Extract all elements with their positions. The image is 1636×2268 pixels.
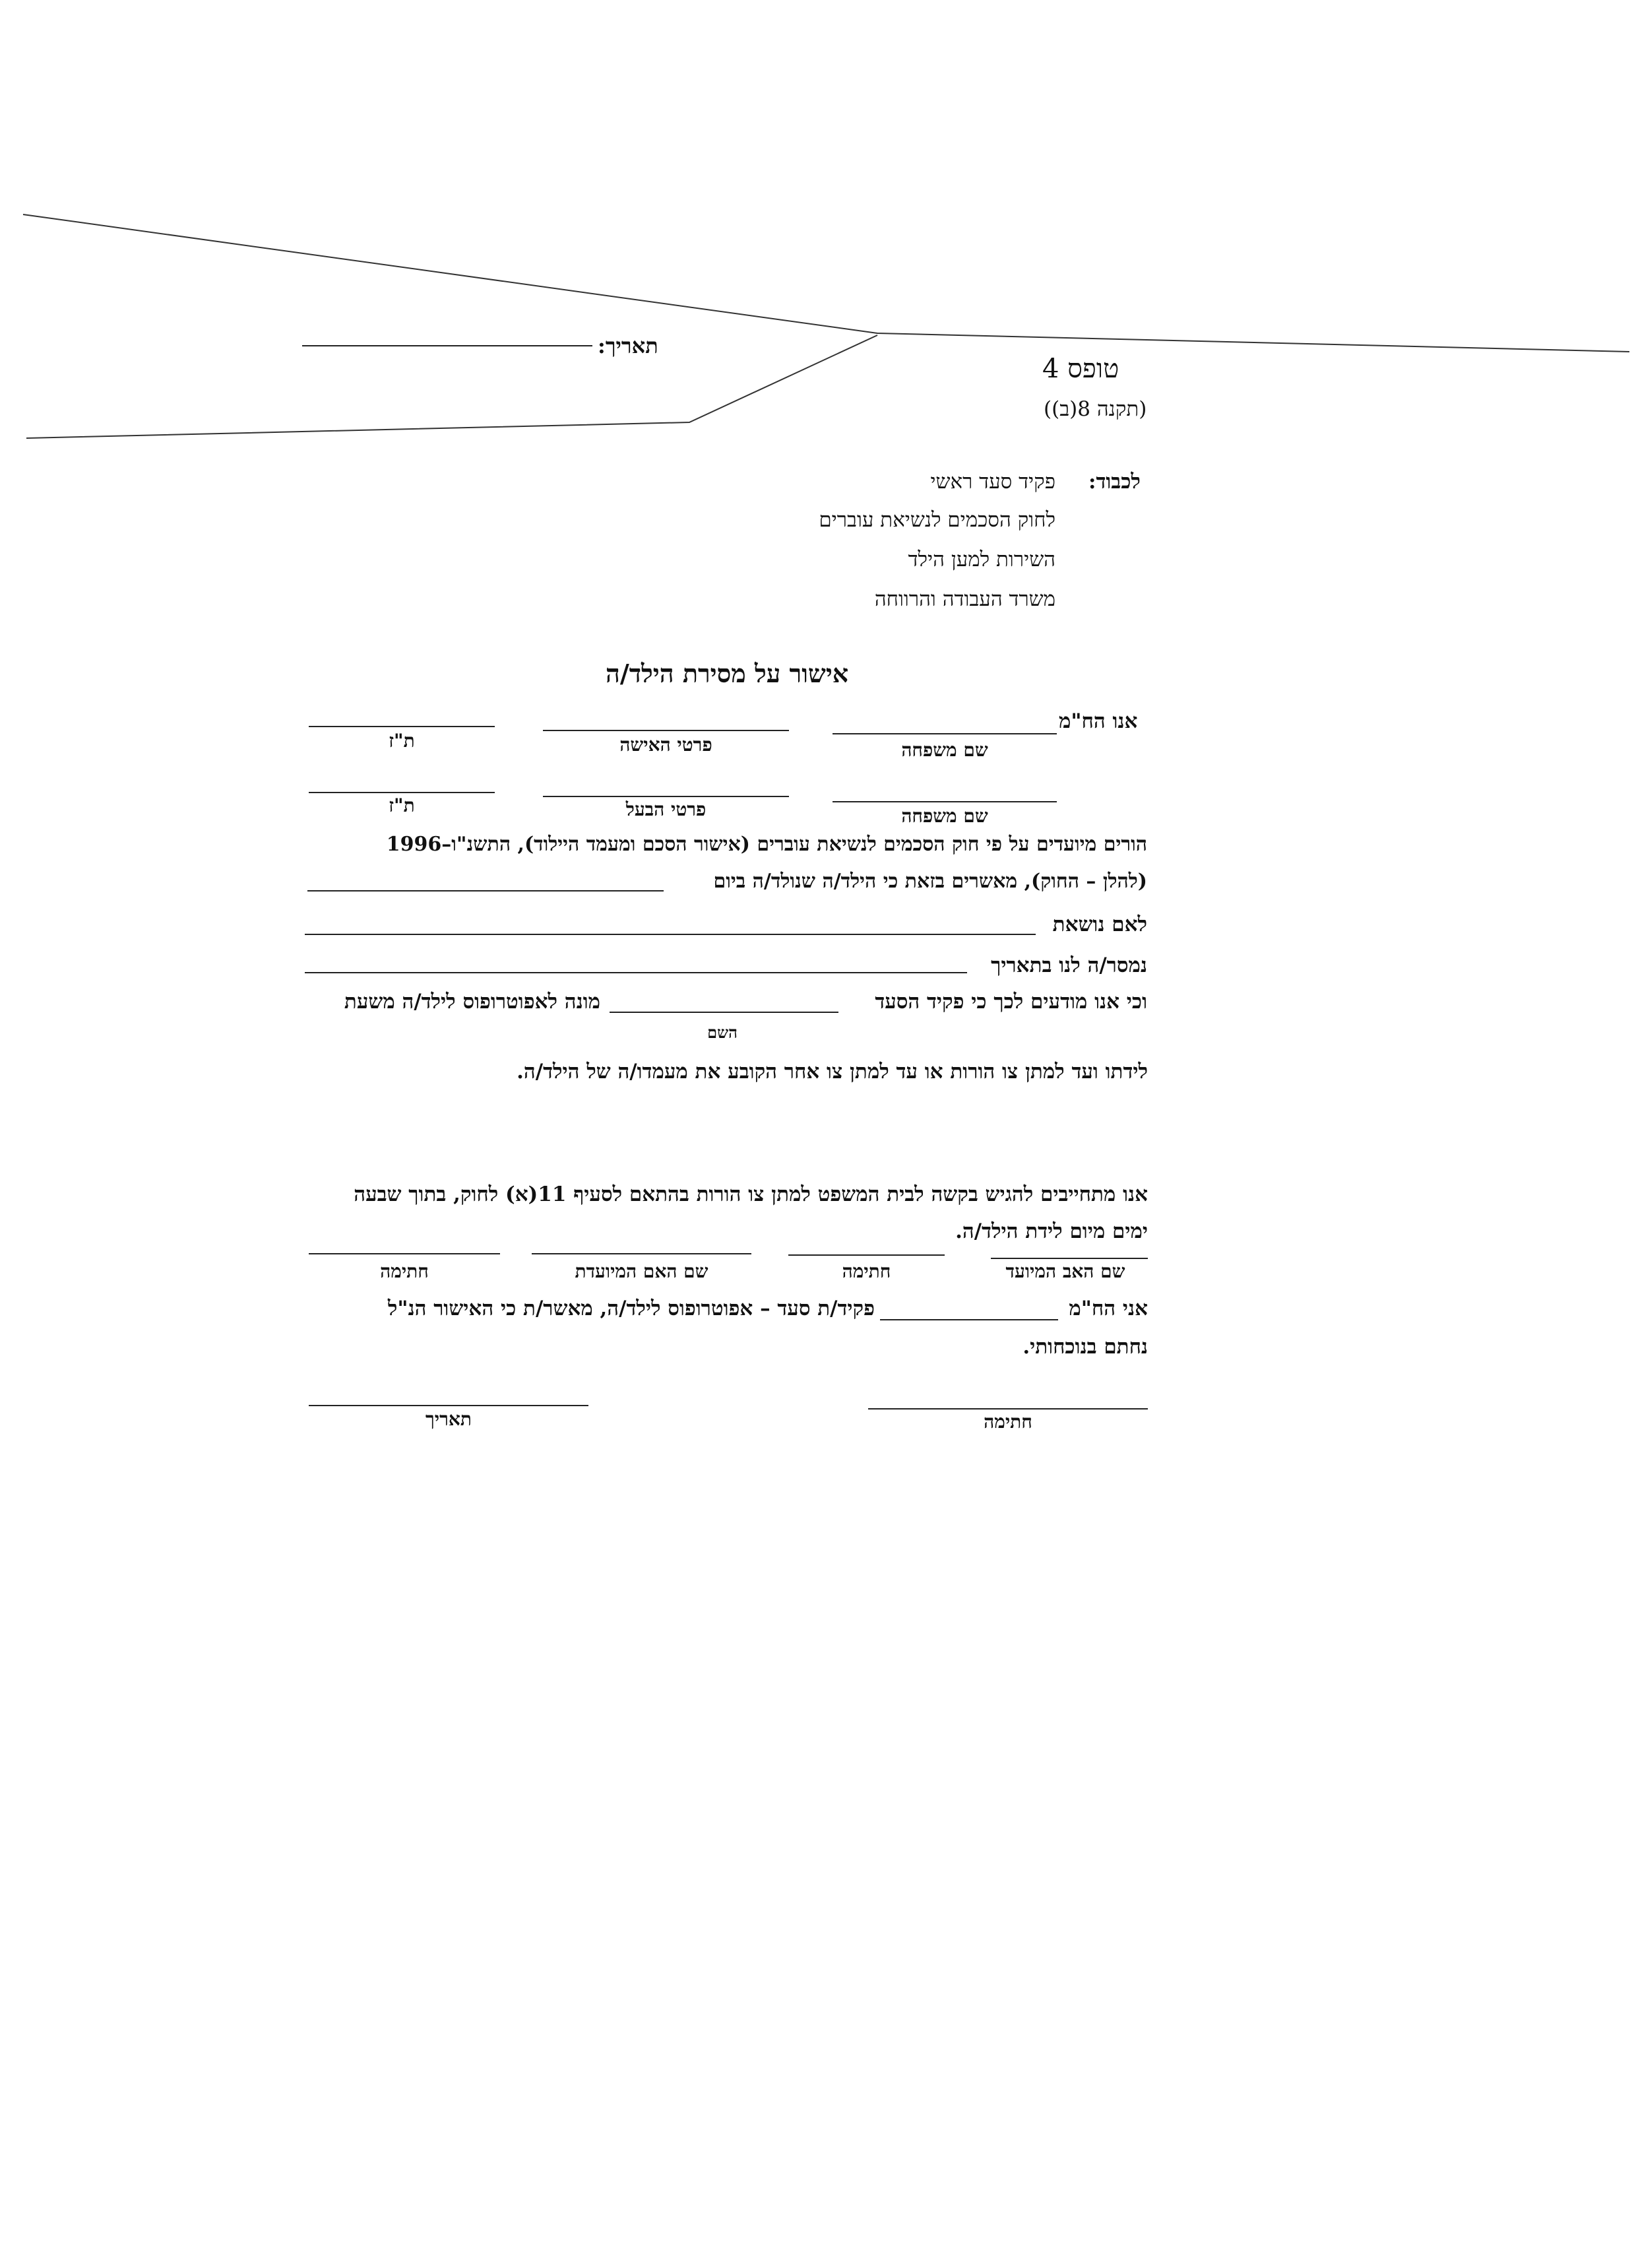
document-title: אישור על מסירת הילד/ה [606, 659, 849, 688]
recipient-line-4: משרד העבודה והרווחה [874, 587, 1055, 611]
recipient-line-2: לחוק הסכמים לנשיאת עוברים [819, 508, 1055, 532]
welfare-officer-name-line[interactable] [610, 1012, 838, 1013]
body-line-5a: וכי אנו מודעים לכך כי פקיד הסעד [875, 990, 1147, 1014]
husband-first-name-line[interactable] [543, 796, 789, 797]
husband-family-name-line[interactable] [833, 801, 1057, 802]
officer-date-label: תאריך [425, 1408, 472, 1430]
husband-id-line[interactable] [309, 792, 495, 793]
body-line-3: לאם נושאת [1052, 913, 1147, 936]
commitment-line-1: אנו מתחייבים להגיש בקשה לבית המשפט למתן צו הורות בהתאם לסעיף 11(א) לחוק, בתוך שבעה [354, 1183, 1148, 1206]
regulation-ref: (תקנה 8(ב)) [1044, 397, 1147, 421]
recipient-line-1: פקיד סעד ראשי [930, 470, 1055, 494]
name-caption: השם [707, 1023, 738, 1042]
mother-signature-label: חתימה [380, 1260, 429, 1282]
husband-first-name-label: פרטי הבעל [625, 798, 707, 820]
father-signature-label: חתימה [842, 1260, 891, 1282]
date-line[interactable] [302, 345, 592, 346]
father-name-line[interactable] [991, 1258, 1148, 1259]
officer-line-2: נחתם בנוכחותי. [1022, 1335, 1148, 1359]
body-line-5b: מונה לאפוטרופוס לילד/ה משעת [344, 990, 600, 1014]
body-line-6: לידתו ועד למתן צו הורות או עד למתן צו אחר הקובע את מעמדו/ה של הילד/ה. [517, 1060, 1148, 1084]
handover-date-line[interactable] [305, 972, 967, 973]
officer-date-line[interactable] [309, 1405, 588, 1406]
mother-name-line[interactable] [532, 1253, 751, 1254]
birth-date-line[interactable] [307, 890, 664, 891]
body-line-4: נמסר/ה לנו בתאריך [991, 954, 1147, 977]
father-name-label: שם האב המיועד [1005, 1260, 1125, 1282]
to-label: לכבוד: [1088, 470, 1141, 494]
commitment-line-2: ימים מיום לידת הילד/ה. [955, 1219, 1148, 1243]
body-line-1: הורים מיועדים על פי חוק הסכמים לנשיאת עוברים (אישור הסכם ומעמד היילוד), התשנ"ו–1996 [386, 833, 1147, 856]
woman-first-name-line[interactable] [543, 730, 789, 731]
father-signature-line[interactable] [788, 1254, 945, 1256]
husband-id-label: ת"ז [389, 794, 415, 816]
mother-signature-line[interactable] [309, 1253, 500, 1254]
officer-signature-label: חתימה [984, 1411, 1032, 1433]
woman-family-name-label: שם משפחה [901, 739, 988, 761]
woman-id-line[interactable] [309, 726, 495, 727]
scan-fold-lines [0, 0, 1636, 462]
form-title: טופס 4 [1042, 354, 1119, 384]
woman-first-name-label: פרטי האישה [619, 734, 712, 756]
officer-line-1a: אני הח"מ [1069, 1297, 1148, 1320]
officer-name-line[interactable] [880, 1319, 1058, 1320]
woman-family-name-line[interactable] [833, 733, 1057, 734]
mother-name-label: שם האם המיועדת [575, 1260, 708, 1282]
officer-signature-line[interactable] [868, 1408, 1148, 1409]
surrogate-mother-line[interactable] [305, 934, 1036, 935]
woman-id-label: ת"ז [389, 730, 415, 752]
recipient-line-3: השירות למען הילד [908, 548, 1055, 571]
date-label: תאריך: [598, 333, 658, 358]
body-line-2: (להלן – החוק), מאשרים בזאת כי הילד/ה שנולד/ה ביום [713, 870, 1147, 893]
husband-family-name-label: שם משפחה [901, 805, 988, 827]
officer-line-1b: פקיד/ת סעד – אפוטרופוס לילד/ה, מאשר/ת כי האישור הנ"ל [387, 1297, 875, 1320]
declarants-intro: אנו הח"מ [1059, 709, 1138, 733]
